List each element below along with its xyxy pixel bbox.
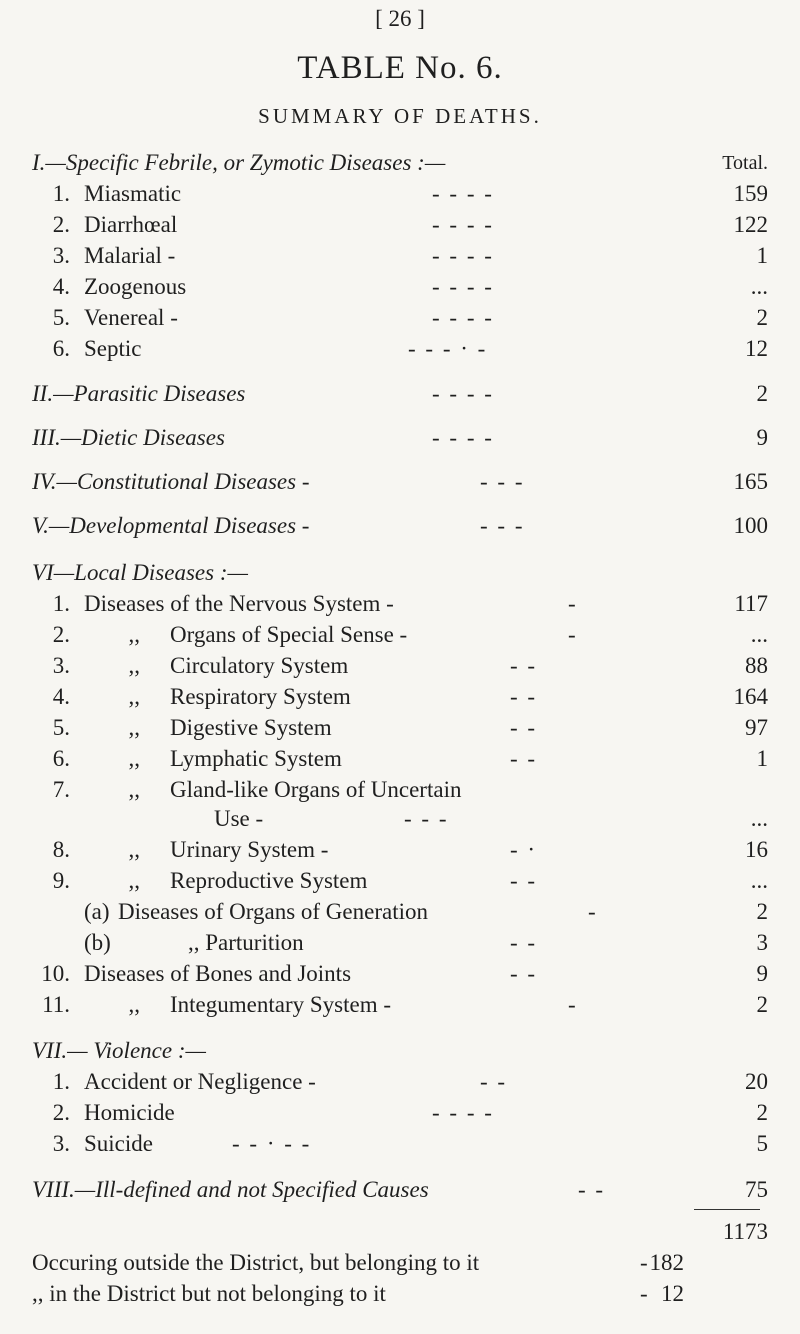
section-local-header bbox=[0, 560, 800, 592]
item-name: Septic bbox=[84, 336, 142, 361]
total-column-header: Total. bbox=[722, 152, 768, 174]
outside-district-row bbox=[0, 1250, 800, 1282]
leader-dots: - - bbox=[510, 653, 538, 678]
item-number: 4. bbox=[52, 274, 70, 299]
item-total: ... bbox=[750, 868, 768, 893]
item-total: 1 bbox=[756, 746, 768, 771]
item-number: 1. bbox=[52, 1069, 70, 1094]
item-name: Digestive System bbox=[170, 715, 332, 740]
leader-dots: - - - bbox=[404, 806, 449, 831]
item-total: 159 bbox=[733, 181, 768, 206]
item-name: Use - bbox=[214, 806, 264, 831]
leader-dots: - - - - bbox=[432, 243, 494, 268]
item-name: Malarial - bbox=[84, 243, 176, 268]
section-developmental bbox=[0, 513, 800, 545]
ditto-mark: ,, bbox=[128, 868, 140, 893]
ditto-mark: ,, bbox=[128, 684, 140, 709]
item-total: 3 bbox=[756, 930, 768, 955]
ditto-mark: ,, bbox=[128, 746, 140, 771]
item-name: Venereal - bbox=[84, 305, 178, 330]
item-total: 9 bbox=[756, 961, 768, 986]
item-name: Diseases of Bones and Joints bbox=[84, 961, 352, 986]
leader-dots: - - · - - bbox=[232, 1131, 312, 1156]
inside-label: ,, in the District but not belonging to it bbox=[32, 1281, 386, 1306]
section-label: II.—Parasitic Diseases bbox=[32, 381, 246, 406]
item-name: Diarrhœal bbox=[84, 212, 178, 237]
item-name: Reproductive System bbox=[170, 868, 368, 893]
item-total: 2 bbox=[756, 992, 768, 1017]
table-row bbox=[0, 992, 800, 1024]
leader-dots: - - bbox=[510, 961, 538, 986]
ditto-mark: ,, bbox=[128, 622, 140, 647]
section-ill-defined bbox=[0, 1177, 800, 1209]
section-dietic bbox=[0, 425, 800, 457]
leader-dots: - - bbox=[510, 930, 538, 955]
table-row bbox=[0, 837, 800, 869]
page-number: [ 26 ] bbox=[375, 6, 425, 31]
item-number: 3. bbox=[52, 243, 70, 268]
item-total: ... bbox=[750, 274, 768, 299]
leader-dots: - bbox=[568, 622, 578, 647]
section-total: 75 bbox=[745, 1177, 768, 1202]
item-total: 122 bbox=[733, 212, 768, 237]
item-total: 2 bbox=[756, 1100, 768, 1125]
leader-dots: - · bbox=[510, 837, 538, 862]
leader-dots: - bbox=[568, 591, 578, 616]
item-number: 3. bbox=[52, 653, 70, 678]
table-row bbox=[0, 591, 800, 623]
leader-dots: - - bbox=[578, 1177, 606, 1202]
table-row bbox=[0, 1100, 800, 1132]
section-parasitic bbox=[0, 381, 800, 413]
leader-dots: - - - - bbox=[432, 381, 494, 406]
section-label: VII.— Violence :— bbox=[32, 1038, 206, 1063]
outside-value: 182 bbox=[649, 1250, 684, 1275]
table-row bbox=[0, 336, 800, 368]
item-number: 6. bbox=[52, 336, 70, 361]
leader-dots: - bbox=[640, 1250, 648, 1275]
table-row bbox=[0, 212, 800, 244]
item-name: Integumentary System - bbox=[170, 992, 392, 1017]
table-row bbox=[0, 806, 800, 838]
item-total: 97 bbox=[745, 715, 768, 740]
item-total: 12 bbox=[745, 336, 768, 361]
sub-item-letter: (b) bbox=[84, 930, 111, 955]
item-total: ... bbox=[750, 806, 768, 831]
item-name: Diseases of Organs of Generation bbox=[118, 899, 428, 924]
item-number: 1. bbox=[52, 591, 70, 616]
item-name: Circulatory System bbox=[170, 653, 349, 678]
item-total: 1 bbox=[756, 243, 768, 268]
subtotal-row bbox=[0, 1219, 800, 1251]
item-name: Suicide bbox=[84, 1131, 153, 1156]
leader-dots: - - - - bbox=[432, 305, 494, 330]
section-label: III.—Dietic Diseases bbox=[32, 425, 225, 450]
item-name: Lymphatic System bbox=[170, 746, 342, 771]
section-label: IV.—Constitutional Diseases - bbox=[32, 469, 310, 494]
subtotal-rule bbox=[694, 1209, 760, 1210]
item-number: 7. bbox=[52, 777, 70, 802]
table-row bbox=[0, 243, 800, 275]
item-number: 2. bbox=[52, 622, 70, 647]
table-row bbox=[0, 868, 800, 900]
table-row bbox=[0, 684, 800, 716]
table-row bbox=[0, 961, 800, 993]
item-number: 5. bbox=[52, 305, 70, 330]
table-row bbox=[0, 653, 800, 685]
leader-dots: - bbox=[640, 1281, 648, 1306]
item-number: 6. bbox=[52, 746, 70, 771]
table-row bbox=[0, 1069, 800, 1101]
item-total: 2 bbox=[756, 899, 768, 924]
item-total: 20 bbox=[745, 1069, 768, 1094]
table-row bbox=[0, 930, 800, 962]
leader-dots: - - - - bbox=[432, 1100, 494, 1125]
item-number: 10. bbox=[41, 961, 70, 986]
section-total: 165 bbox=[733, 469, 768, 494]
table-row bbox=[0, 622, 800, 654]
item-name: Gland-like Organs of Uncertain bbox=[170, 777, 462, 802]
item-number: 2. bbox=[52, 212, 70, 237]
item-number: 11. bbox=[42, 992, 70, 1017]
item-name: Respiratory System bbox=[170, 684, 351, 709]
table-row bbox=[0, 274, 800, 306]
item-name: Urinary System - bbox=[170, 837, 329, 862]
section-constitutional bbox=[0, 469, 800, 501]
ditto-mark: ,, bbox=[128, 837, 140, 862]
leader-dots: - - bbox=[510, 684, 538, 709]
ditto-mark: ,, bbox=[128, 653, 140, 678]
leader-dots: - - - · - bbox=[408, 336, 488, 361]
table-row bbox=[0, 1131, 800, 1163]
section-violence-header bbox=[0, 1038, 800, 1070]
table-row bbox=[0, 715, 800, 747]
section-total: 100 bbox=[733, 513, 768, 538]
item-number: 4. bbox=[52, 684, 70, 709]
section-label: VIII.—Ill-defined and not Specified Causes bbox=[32, 1177, 429, 1202]
inside-district-row bbox=[0, 1281, 800, 1313]
ditto-mark: ,, bbox=[128, 777, 140, 802]
item-total: 88 bbox=[745, 653, 768, 678]
item-name: Zoogenous bbox=[84, 274, 187, 299]
leader-dots: - - - bbox=[480, 469, 525, 494]
page-subtitle: SUMMARY OF DEATHS. bbox=[258, 104, 542, 128]
sub-item-letter: (a) bbox=[84, 899, 110, 924]
section-total: 2 bbox=[756, 381, 768, 406]
table-row bbox=[0, 777, 800, 809]
outside-label: Occuring outside the District, but belonging to it bbox=[32, 1250, 480, 1275]
item-total: ... bbox=[750, 622, 768, 647]
item-total: 164 bbox=[733, 684, 768, 709]
item-number: 2. bbox=[52, 1100, 70, 1125]
ditto-mark: ,, bbox=[128, 992, 140, 1017]
leader-dots: - - bbox=[510, 715, 538, 740]
subtotal-value: 1173 bbox=[722, 1219, 768, 1244]
leader-dots: - - - - bbox=[432, 181, 494, 206]
item-number: 5. bbox=[52, 715, 70, 740]
leader-dots: - - - - bbox=[432, 425, 494, 450]
leader-dots: - - bbox=[510, 746, 538, 771]
table-row bbox=[0, 746, 800, 778]
table-row bbox=[0, 899, 800, 931]
leader-dots: - bbox=[568, 992, 578, 1017]
item-total: 2 bbox=[756, 305, 768, 330]
leader-dots: - - - - bbox=[432, 274, 494, 299]
leader-dots: - - bbox=[480, 1069, 508, 1094]
section-total: 9 bbox=[756, 425, 768, 450]
page-title: TABLE No. 6. bbox=[297, 50, 503, 86]
section-label: VI—Local Diseases :— bbox=[32, 560, 248, 585]
item-name: Diseases of the Nervous System - bbox=[84, 591, 394, 616]
item-number: 1. bbox=[52, 181, 70, 206]
leader-dots: - - - bbox=[480, 513, 525, 538]
table-row bbox=[0, 181, 800, 213]
item-name: Homicide bbox=[84, 1100, 175, 1125]
item-name: ,, Parturition bbox=[188, 930, 304, 955]
leader-dots: - bbox=[588, 899, 598, 924]
section-label: V.—Developmental Diseases - bbox=[32, 513, 310, 538]
item-total: 16 bbox=[745, 837, 768, 862]
item-total: 117 bbox=[734, 591, 768, 616]
ditto-mark: ,, bbox=[128, 715, 140, 740]
leader-dots: - - bbox=[510, 868, 538, 893]
item-number: 8. bbox=[52, 837, 70, 862]
section-label: I.—Specific Febrile, or Zymotic Diseases :— bbox=[32, 150, 446, 175]
table-row bbox=[0, 305, 800, 337]
item-total: 5 bbox=[756, 1131, 768, 1156]
inside-value: 12 bbox=[661, 1281, 684, 1306]
item-name: Organs of Special Sense - bbox=[170, 622, 408, 647]
leader-dots: - - - - bbox=[432, 212, 494, 237]
section-zymotic-header bbox=[0, 150, 800, 182]
item-number: 3. bbox=[52, 1131, 70, 1156]
item-number: 9. bbox=[52, 868, 70, 893]
item-name: Miasmatic bbox=[84, 181, 182, 206]
item-name: Accident or Negligence - bbox=[84, 1069, 316, 1094]
